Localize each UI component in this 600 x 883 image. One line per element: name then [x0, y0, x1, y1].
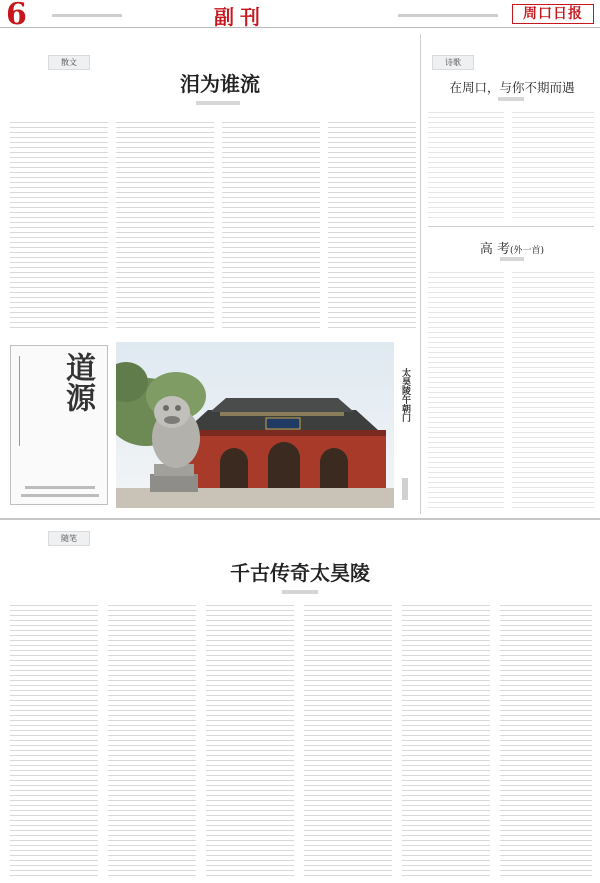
ad-contact-line-1 [25, 486, 95, 489]
essay-column-2 [116, 122, 214, 330]
poem-divider [428, 226, 594, 227]
feature-column-6 [500, 605, 592, 877]
ad-contact-line-2 [21, 494, 99, 497]
second-poem-author-mark [500, 257, 524, 261]
essay-title: 泪为谁流 [180, 72, 260, 96]
editors-rule [398, 12, 498, 17]
poem-title: 在周口，与你不期而遇 [449, 80, 575, 95]
poem-author-mark [498, 97, 524, 101]
essay-column-3 [222, 122, 320, 330]
essay-section-label: 散文 [48, 55, 90, 70]
essay-author-mark [196, 101, 240, 105]
photo-taihao-mausoleum [116, 342, 394, 508]
feature-column-2 [108, 605, 196, 877]
feature-column-3 [206, 605, 294, 877]
newspaper-masthead: 周口日报 [512, 4, 594, 24]
second-poem-title-row [426, 238, 598, 257]
poem-column-left [428, 112, 504, 220]
essay-column-1 [10, 122, 108, 330]
photo-credit-mark [402, 478, 408, 500]
feature-column-5 [402, 605, 490, 877]
page-number: 6 [6, 0, 27, 32]
second-poem-column-left [428, 272, 504, 508]
second-poem-subtitle: (外一首) [510, 246, 545, 256]
section-separator [0, 518, 600, 520]
ad-decoration [19, 356, 25, 446]
section-title: 副刊 [214, 5, 266, 29]
page-header [0, 0, 600, 32]
poetry-section-label: 诗歌 [432, 55, 474, 70]
feature-section-label: 随笔 [48, 531, 90, 546]
feature-title: 千古传奇太昊陵 [230, 561, 370, 585]
ad-title: 道源 [60, 352, 95, 412]
feature-column-1 [10, 605, 98, 877]
feature-author-mark [282, 590, 318, 594]
second-poem-title: 高 考 [479, 242, 511, 257]
second-poem-column-right [512, 272, 594, 508]
poem-column-right [512, 112, 594, 220]
column-divider [420, 34, 421, 514]
dateline-rule [52, 12, 122, 17]
essay-column-4 [328, 122, 416, 330]
ad-box [10, 345, 108, 505]
feature-column-4 [304, 605, 392, 877]
photo-caption: 太昊陵午朝门 [400, 368, 410, 422]
